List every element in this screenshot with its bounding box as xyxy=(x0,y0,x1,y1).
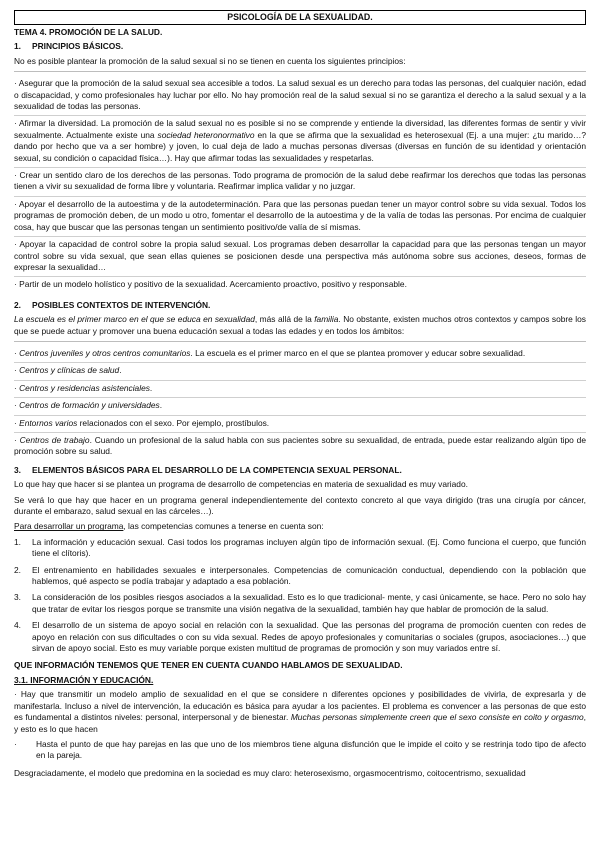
section-title: ELEMENTOS BÁSICOS PARA EL DESARROLLO DE LA COMPETENCIA SEXUAL PERSONAL. xyxy=(32,464,402,475)
section-title: POSIBLES CONTEXTOS DE INTERVENCIÓN. xyxy=(32,299,211,310)
italic-span: · Centros de trabajo xyxy=(14,434,90,445)
context-item xyxy=(14,398,586,415)
section-3-paragraph: Se verá lo que hay que hacer en un programa general independientemente del contexto concreto al que vaya dirigido (tras una cirugía por cáncer, durante el embarazo, salud sexual en las cárceles…). xyxy=(14,494,586,516)
contexts-list xyxy=(14,346,586,461)
text-span: , las competencias comunes a tenerse en cuenta son: xyxy=(123,521,324,532)
section-1-intro: No es posible plantear la promoción de la salud sexual si no se tienen en cuenta los siguientes principios: xyxy=(14,55,406,66)
section-2-heading xyxy=(14,300,586,311)
italic-span: sociedad heteronormativo xyxy=(157,129,255,140)
context-item xyxy=(14,363,586,380)
principle-item-diversity xyxy=(14,116,586,168)
section-1-heading xyxy=(14,41,586,52)
italic-span: · Centros y residencias asistenciales xyxy=(14,382,150,393)
list-text: El entrenamiento en habilidades sexuales e interpersonales. Competencias de comunicación conductual, dependiendo con la población que hablemos, qué aspecto se podía trabajar y adaptado a esa población. xyxy=(32,564,586,587)
list-text: La información y educación sexual. Casi todos los programas incluyen algún tipo de información sexual. (Ej. Como funciona el cuerpo, que función tiene el clítoris). xyxy=(32,536,586,559)
section-number: 3. xyxy=(14,464,21,475)
text-span: · Hay que transmitir un modelo amplio de sexualidad en el que se considere n diferentes opciones y posibilidades de vivirla, de expresarla y de manifestarla. Incluso a nivel de intervención, la educación es básica para ayudar a los pacientes. El problema es convencer a las personas de que esto es fundamental a distintos niveles: personal, interpersonal y de bienestar. xyxy=(14,689,586,723)
bullet-text: Hasta el punto de que hay parejas en las que uno de los miembros tiene alguna disfunción que le impide el coito y se restrinja todo tipo de afecto en la pareja. xyxy=(36,738,586,761)
principle-item: · Asegurar que la promoción de la salud sexual sea accesible a todos. La salud sexual es un derecho para todas las personas, del cualquier nación, edad o discapacidad, y como profesionales hay luchar por ello. No hay promoción real de la salud sexual si no se garantiza el derecho a la salud sexual y a la sexualidad de todas las personas. xyxy=(14,76,586,116)
divider xyxy=(14,71,586,72)
section-4-paragraph: Desgraciadamente, el modelo que predomina en la sociedad es muy claro: heterosexismo, orgasmocentrismo, coitocentrismo, sexualidad xyxy=(14,767,526,778)
section-4-heading: QUE INFORMACIÓN TENEMOS QUE TENER EN CUENTA CUANDO HABLAMOS DE SEXUALIDAD. xyxy=(14,660,403,671)
italic-span: La escuela es el primer marco en el que se educa en sexualidad xyxy=(14,314,255,325)
section-number: 2. xyxy=(14,299,21,310)
text-span: . xyxy=(119,365,122,376)
context-item xyxy=(14,346,586,363)
italic-span: · Centros juveniles y otros centros comunitarios xyxy=(14,347,191,358)
section-number: 1. xyxy=(14,41,21,52)
section-3-paragraph xyxy=(14,521,586,532)
section-3-paragraph: Lo que hay que hacer si se plantea un programa de desarrollo de competencias en materia de sexualidad es muy variado. xyxy=(14,479,468,490)
italic-span: · Entornos varios xyxy=(14,417,78,428)
principle-item: · Partir de un modelo holístico y positivo de la sexualidad. Acercamiento proactivo, positivo y responsable. xyxy=(14,279,407,290)
list-text: El desarrollo de un sistema de apoyo social en relación con la sexualidad. Que las personas del programa de promoción cuenten con redes de apoyo en relación con sus dificultades o con su vida sexual. Redes de apoyo profesionales y comunitarias o sociales (grupos, asociaciones…) que sirvan de apoyo social. Esto es muy variable porque existen multitud de programas de promoción y son muy variados entre sí. xyxy=(32,620,586,654)
text-span: . La escuela es el primer marco en el que se plantea promover y educar sobre sexualidad. xyxy=(190,347,526,358)
text-span: en la que se afirma que la sexualidad es heterosexual (Ej. a una mujer: ¿tu marido…? dando por hecho que va a ser hombre) y joven, lo cual deja de lado a muchas personas diversas (diversas en función de su identidad y orientación sexual, su condición o capacidad física…). Hay que afirmar todas las sexualidades y respetarlas. xyxy=(14,129,586,163)
italic-span: · Centros de formación y universidades xyxy=(14,400,160,411)
text-span: , más allá de la xyxy=(254,314,315,325)
italic-span: Muchas personas simplemente creen que el sexo consiste en coito y orgasmo xyxy=(290,712,584,723)
section-title: PRINCIPIOS BÁSICOS. xyxy=(32,41,124,52)
context-item xyxy=(14,381,586,398)
subsection-heading: 3.1. INFORMACIÓN Y EDUCACIÓN. xyxy=(14,674,154,685)
italic-span: · Centros y clínicas de salud xyxy=(14,365,120,376)
principle-item: · Apoyar el desarrollo de la autoestima y de la autodeterminación. Para que las personas puedan tener un mayor control sobre su vida sexual. Todos los programas de promoción deben, de un modo u otro, fomentar el desarrollo de la autoestima y de la valía de todas las personas. Por encima de cualquier cosa, hay que buscar que las personas tengan un sentimiento positivo/de valía de sí mismas. xyxy=(14,197,586,237)
italic-span: familia xyxy=(314,314,339,325)
list-item xyxy=(14,565,586,588)
list-number: 4. xyxy=(14,620,21,631)
bullet-item xyxy=(14,739,586,762)
document-page xyxy=(14,10,586,783)
document-title: PSICOLOGÍA DE LA SEXUALIDAD. xyxy=(14,10,586,25)
section-2-intro xyxy=(14,314,586,337)
text-span: . Cuando un profesional de la salud habla con sus pacientes sobre su sexualidad, de entrada, puede estar realizando algún tipo de promoción sobre su salud. xyxy=(14,434,586,457)
principles-list xyxy=(14,76,586,294)
section-4-paragraph xyxy=(14,689,586,735)
text-span: . xyxy=(159,400,163,411)
text-span: . No obstante, existen muchos otros contextos y campos sobre los que se puede actuar y promover una buena educación sexual a todas las edades y en todos los ámbitos: xyxy=(14,314,586,336)
list-item xyxy=(14,592,586,615)
list-item xyxy=(14,537,586,560)
tema-heading: TEMA 4. PROMOCIÓN DE LA SALUD. xyxy=(14,27,163,37)
principle-item: · Apoyar la capacidad de control sobre la propia salud sexual. Los programas deben desarrollar la capacidad para que las personas tengan un mayor control sobre su vida sexual, que sean ellas quienes se posicionen desde una perspectiva más autónoma sobre sus acciones, deseos, formas de expresar la sexualidad… xyxy=(14,237,586,277)
context-item xyxy=(14,433,586,461)
text-span: relacionados con el sexo. Por ejemplo, prostíbulos. xyxy=(77,417,270,428)
list-number: 2. xyxy=(14,564,21,575)
bullet-mark: · xyxy=(14,738,17,749)
underlined-span: Para desarrollar un programa xyxy=(14,521,124,532)
competencies-list xyxy=(14,537,586,655)
text-span: · Afirmar la diversidad. La promoción de la salud sexual no es posible si no se comprende y entiende la diversidad, las diferentes formas de sentir y vivir sexualmente. Actualmente existe una xyxy=(14,118,586,140)
list-item xyxy=(14,620,586,654)
context-item xyxy=(14,416,586,433)
text-span: . xyxy=(149,382,153,393)
principle-item: · Crear un sentido claro de los derechos de las personas. Todo programa de promoción de la salud debe reafirmar los derechos que todas las personas tienen a vivir su sexualidad de forma libre y voluntaria. Reafirmar implica validar y no juzgar. xyxy=(14,168,586,197)
list-number: 1. xyxy=(14,536,21,547)
section-3-heading xyxy=(14,465,586,476)
text-span: , y esto es lo que hacen xyxy=(14,712,586,734)
list-text: La consideración de los posibles riesgos asociados a la sexualidad. Esto es lo que tradicional- mente, y casi únicamente, se hace. Pero no solo hay que tratar de evitar los riesgos porque se transmite una visión negativa de la sexualidad, también hay que hablar de promoción de la salud. xyxy=(32,592,586,614)
divider xyxy=(14,341,586,342)
list-number: 3. xyxy=(14,592,21,603)
